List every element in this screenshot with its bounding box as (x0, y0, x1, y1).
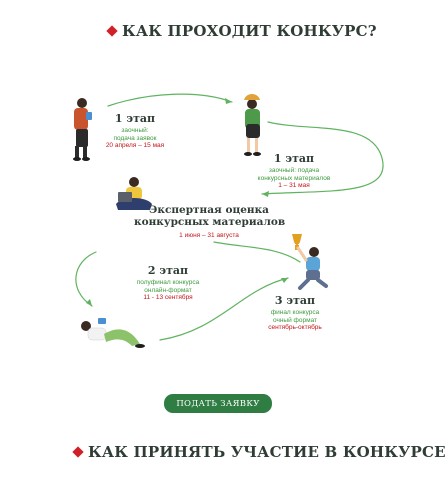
stage-dates: сентябрь-октябрь (268, 324, 322, 331)
stage-description: полуфинал конкурса (136, 279, 200, 286)
participation-title-text: КАК ПРИНЯТЬ УЧАСТИЕ В КОНКУРСЕ (88, 443, 446, 461)
expert-review-title-line2: конкурсных материалов (134, 216, 286, 228)
stage-format: онлайн-формат (144, 286, 192, 294)
stage-1-materials (244, 152, 344, 190)
woman-with-plant-illustration (240, 94, 270, 160)
stage-dates: 11 - 13 сентября (143, 294, 193, 301)
stage-description: финал конкурса (270, 309, 320, 316)
section-title-text: КАК ПРОХОДИТ КОНКУРС? (122, 22, 377, 40)
stage-3-final (248, 294, 342, 332)
stage-format: очный формат (272, 316, 318, 324)
participation-section-title (74, 443, 446, 461)
diamond-bullet-icon (72, 446, 83, 457)
stage-title: 3 этап (274, 294, 316, 307)
stage-dates: 1 – 31 мая (278, 182, 310, 189)
stage-2-semifinal (120, 264, 216, 302)
stage-dates: 20 апреля – 15 мая (105, 142, 165, 149)
stage-format: заочный: подача (268, 167, 320, 174)
expert-review (134, 204, 284, 240)
stage-title: 1 этап (273, 152, 315, 165)
person-with-trophy-illustration (286, 230, 332, 292)
expert-review-dates: 1 июня – 31 августа (179, 232, 239, 239)
reclining-person-illustration (78, 310, 148, 350)
stage-title: 1 этап (114, 112, 156, 125)
stage-title: 2 этап (147, 264, 189, 277)
stage-description: подача заявок (113, 134, 157, 142)
expert-review-title-line1: Экспертная оценка (149, 204, 269, 216)
stage-format: заочный: (121, 127, 149, 134)
submit-application-button[interactable]: ПОДАТЬ ЗАЯВКУ (164, 394, 272, 413)
stage-description: конкурсных материалов (257, 174, 331, 182)
stage-1-applications (90, 112, 180, 150)
